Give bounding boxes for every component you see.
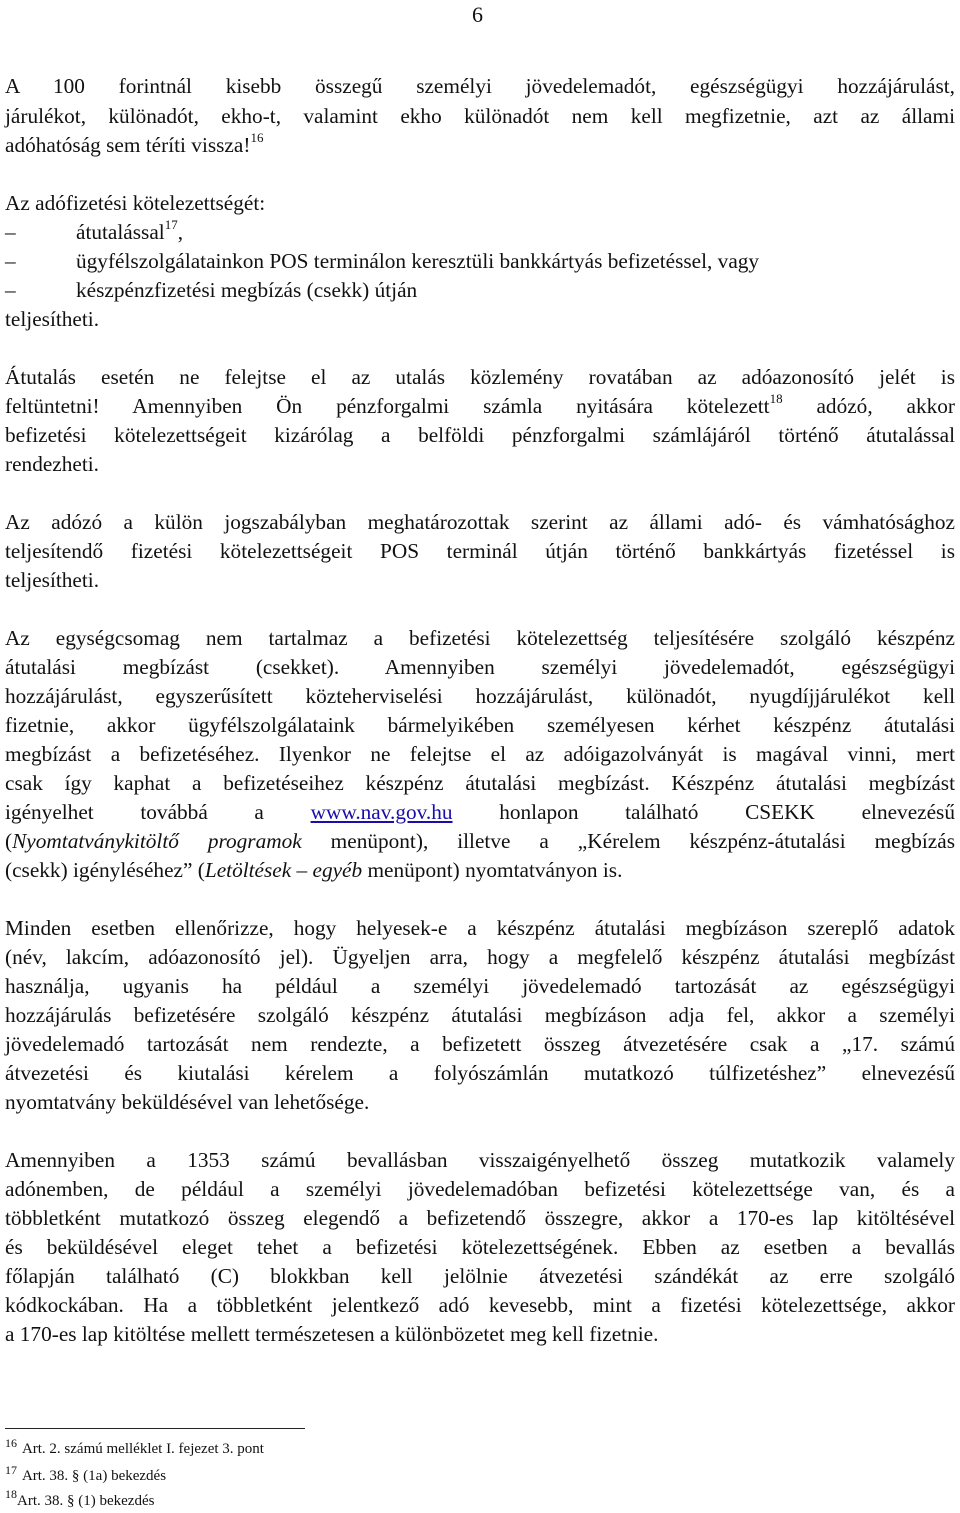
- paragraph-text: igényelhet továbbá a: [5, 800, 264, 824]
- paragraph-line: [5, 860, 622, 881]
- list-outro: teljesítheti.: [5, 307, 100, 331]
- footnote-divider: [5, 1428, 305, 1429]
- paragraph-line: jövedelemadó tartozását nem rendezte, a befizetett összeg átvezetésére csak a „17. számú: [5, 1032, 955, 1056]
- footnote-text: Art. 38. § (1a) bekezdés: [21, 1468, 167, 1484]
- paragraph-line: átutalási megbízást (csekket). Amennyiben személyi jövedelemadót, egészségügyi: [5, 655, 955, 679]
- paragraph-line: Amennyiben a 1353 számú bevallásban visszaigényelhető összeg mutatkozik valamely: [5, 1148, 955, 1172]
- paragraph-line: a 170-es lap kitöltése mellett természetesen a különbözetet meg kell fizetnie.: [5, 1322, 659, 1346]
- paragraph-line: teljesítheti.: [5, 568, 100, 592]
- footnote-ref[interactable]: 16: [250, 130, 264, 145]
- footnote: [5, 1463, 167, 1484]
- list-item-text: átutalással: [76, 220, 165, 244]
- paragraph-text: menüpont), illetve a „Kérelem készpénz-átutalási megbízás: [330, 829, 955, 853]
- paragraph-line: rendezheti.: [5, 452, 100, 476]
- paragraph-line: fizetnie, akkor ügyfélszolgálataink bármelyikében személyesen kérhet készpénz átutalási: [5, 713, 955, 737]
- paragraph-text: adózó, akkor: [816, 394, 955, 418]
- paragraph-line: befizetési kötelezettségeit kizárólag a belföldi pénzforgalmi számlájáról történő átutalással: [5, 423, 955, 447]
- paragraph-line: adónemben, de például a személyi jövedelemadóban befizetési kötelezettsége van, és a: [5, 1177, 955, 1201]
- paragraph-text: (csekk) igényléséhez” (: [5, 858, 205, 882]
- paragraph-line: [5, 130, 264, 157]
- paragraph-text: adóhatóság sem téríti vissza!: [5, 133, 251, 157]
- paragraph-line: [5, 831, 955, 852]
- menu-name-italic: Letöltések – egyéb: [204, 858, 363, 882]
- nav-website-link[interactable]: www.nav.gov.hu: [310, 800, 453, 824]
- paragraph-line: kódkockában. Ha a többletként jelentkező adó kevesebb, mint a fizetési kötelezettsége, akkor: [5, 1293, 955, 1317]
- footnote: [5, 1487, 155, 1509]
- paragraph-line: átvezetési és kiutalási kérelem a folyószámlán mutatkozó túlfizetéshez” elnevezésű: [5, 1061, 955, 1085]
- paragraph-line: Átutalás esetén ne felejtse el az utalás közlemény rovatában az adóazonosító jelét is: [5, 365, 955, 389]
- footnote-text: Art. 38. § (1) bekezdés: [17, 1493, 155, 1509]
- paragraph-line: Az adózó a külön jogszabályban meghatározottak szerint az állami adó- és vámhatósághoz: [5, 510, 955, 534]
- paragraph-line: teljesítendő fizetési kötelezettségeit POS terminál útján történő bankkártyás fizetéssel is: [5, 539, 955, 563]
- paragraph-line: járulékot, különadót, ekho-t, valamint ekho különadót nem kell megfizetnie, azt az állami: [5, 104, 955, 128]
- list-item: [76, 217, 184, 244]
- footnote-ref[interactable]: 18: [769, 391, 783, 406]
- paragraph-line: és beküldésével eleget tehet a befizetési kötelezettségének. Ebben az esetben a bevallás: [5, 1235, 955, 1259]
- paragraph-line: A 100 forintnál kisebb összegű személyi jövedelemadót, egészségügyi hozzájárulást,: [5, 74, 955, 98]
- paragraph-line: Az egységcsomag nem tartalmaz a befizetési kötelezettség teljesítésére szolgáló készpénz: [5, 626, 955, 650]
- footnote-text: Art. 2. számú melléklet I. fejezet 3. pont: [21, 1441, 264, 1457]
- paragraph-line: hozzájárulás befizetésére szolgáló készpénz átutalási megbízáson adja fel, akkor a személyi: [5, 1003, 955, 1027]
- paragraph-line: többletként mutatkozó összeg elegendő a befizetendő összegre, akkor a 170-es lap kitöltésével: [5, 1206, 955, 1230]
- paragraph-text: (: [5, 829, 13, 853]
- paragraph-line: [5, 802, 955, 823]
- paragraph-line: csak így kaphat a befizetéseihez készpénz átutalási megbízást. Készpénz átutalási megbízást: [5, 771, 955, 795]
- footnote-number: 16: [5, 1436, 17, 1450]
- paragraph-text: honlapon található CSEKK elnevezésű: [499, 800, 955, 824]
- paragraph-text: feltüntetni! Amennyiben Ön pénzforgalmi számla nyitására kötelezett: [5, 394, 770, 418]
- paragraph-text: menüpont) nyomtatványon is.: [367, 858, 623, 882]
- paragraph-line: [5, 391, 955, 418]
- paragraph-line: használja, ugyanis ha például a személyi jövedelemadó tartozását az egészségügyi: [5, 974, 955, 998]
- paragraph-line: megbízást a befizetéséhez. Ilyenkor ne felejtse el az adóigazolványát is magával vinni, mert: [5, 742, 955, 766]
- punctuation: ,: [177, 220, 184, 244]
- list-item: készpénzfizetési megbízás (csekk) útján: [76, 278, 418, 302]
- list-item: ügyfélszolgálatainkon POS terminálon keresztüli bankkártyás befizetéssel, vagy: [76, 249, 760, 273]
- paragraph-line: nyomtatvány beküldésével van lehetősége.: [5, 1090, 370, 1114]
- footnote-number: 18: [5, 1487, 17, 1501]
- paragraph-line: (név, lakcím, adóazonosító jel). Ügyeljen arra, hogy a megfelelő készpénz átutalási megbízást: [5, 945, 955, 969]
- footnote-number: 17: [5, 1463, 17, 1477]
- footnote-ref[interactable]: 17: [164, 217, 178, 232]
- paragraph-line: főlapján található (C) blokkban kell jelölnie átvezetési szándékát az erre szolgáló: [5, 1264, 955, 1288]
- page-number: 6: [472, 2, 483, 27]
- dash-bullet: –: [5, 220, 16, 244]
- dash-bullet: –: [5, 249, 16, 273]
- list-intro: Az adófizetési kötelezettségét:: [5, 191, 266, 215]
- menu-name-italic: Nyomtatványkitöltő programok: [12, 829, 302, 853]
- paragraph-line: hozzájárulást, egyszerűsített közteherviselési hozzájárulást, különadót, nyugdíjjárulékot kell: [5, 684, 955, 708]
- paragraph-line: Minden esetben ellenőrizze, hogy helyesek-e a készpénz átutalási megbízáson szereplő adatok: [5, 916, 955, 940]
- footnote: [5, 1436, 264, 1457]
- dash-bullet: –: [5, 278, 16, 302]
